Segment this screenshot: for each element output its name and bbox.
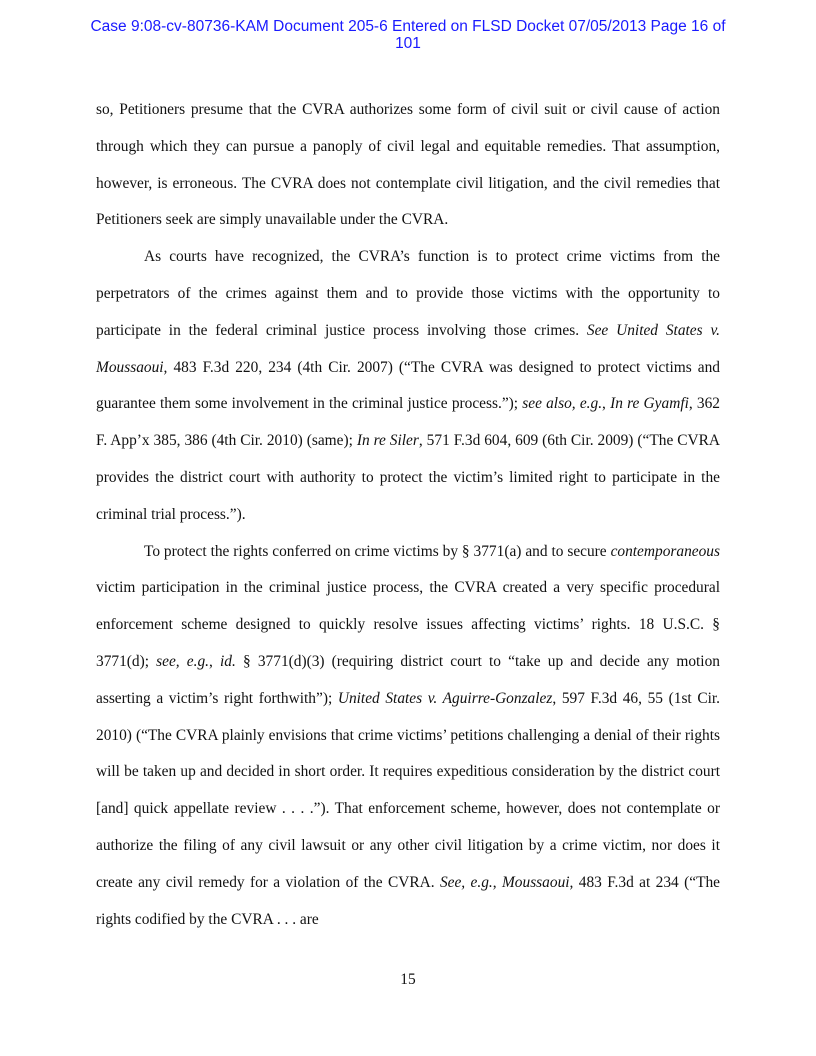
citation-italic: Moussaoui,	[501, 873, 574, 891]
text-run: ,	[602, 395, 611, 413]
paragraph-1	[96, 92, 720, 239]
text-run: As courts have recognized, the CVRA’s function is to protect crime victims from the perpetrators of the crimes against them and to provide those victims with the opportunity to participate in the federal criminal justice process involving those crimes.	[96, 248, 720, 339]
document-body	[96, 92, 720, 938]
emphasis-italic: contemporaneous	[610, 542, 720, 560]
text-run: 483 F.3d 220, 234 (4th Cir. 2007) (“The CVRA was designed to protect victims and guarantee them some involvement in the criminal justice process.”);	[96, 358, 720, 413]
page-number: 15	[400, 971, 416, 988]
docket-header	[40, 18, 776, 52]
text-run: ,	[209, 652, 221, 670]
citation-italic: In re Gyamfi	[610, 395, 689, 413]
paragraph-3	[96, 534, 720, 939]
text-run: so, Petitioners presume that the CVRA authorizes some form of civil suit or civil cause of action through which they can pursue a panoply of civil legal and equitable remedies. That assumption, however, is erroneous. The CVRA does not contemplate civil litigation, and the civil remedies that Petitioners seek are simply unavailable under the CVRA.	[96, 101, 720, 229]
text-run: § 3771(d)(3) (requiring district court to “take up and decide any motion asserting a victim’s right forthwith”);	[96, 652, 720, 707]
text-run: , 597 F.3d 46, 55 (1st Cir. 2010) (“The CVRA plainly envisions that crime victims’ petitions challenging a denial of their rights will be taken up and decided in short order. It requires expeditious consideration by the district court [and] quick appellate review . . . .”). That enforcement scheme, however, does not contemplate or authorize the filing of any civil lawsuit or any other civil litigation by a crime victim, nor does it create any civil remedy for a violation of the CVRA.	[96, 689, 720, 891]
signal-italic: See, e.g.	[439, 873, 493, 891]
citation-italic: In re Siler	[356, 432, 419, 450]
text-run: To protect the rights conferred on crime victims by § 3771(a) and to secure	[144, 542, 611, 560]
signal-italic: see, e.g.	[156, 652, 210, 670]
signal-italic: see also, e.g.	[522, 395, 603, 413]
docket-header-line-2: 101	[395, 35, 421, 52]
citation-italic: United States v. Aguirre-Gonzalez	[337, 689, 553, 707]
docket-header-line-1: Case 9:08-cv-80736-KAM Document 205-6 Entered on FLSD Docket 07/05/2013 Page 16 of	[90, 18, 726, 35]
paragraph-2	[96, 239, 720, 533]
text-run: ,	[492, 873, 502, 891]
citation-italic: See United States v. Moussaoui,	[96, 321, 720, 376]
text-run: , 571 F.3d 604, 609 (6th Cir. 2009) (“The CVRA provides the district court with authority to protect the victim’s limited right to participate in the criminal trial process.”).	[96, 432, 720, 523]
text-run: victim participation in the criminal justice process, the CVRA created a very specific procedural enforcement scheme designed to quickly resolve issues affecting victims’ rights. 18 U.S.C. § 3771(d);	[96, 579, 720, 670]
text-run: 483 F.3d at 234 (“The rights codified by the CVRA . . . are	[96, 873, 720, 928]
text-run: , 362 F. App’x 385, 386 (4th Cir. 2010) (same);	[96, 395, 721, 450]
citation-italic: id.	[220, 652, 236, 670]
